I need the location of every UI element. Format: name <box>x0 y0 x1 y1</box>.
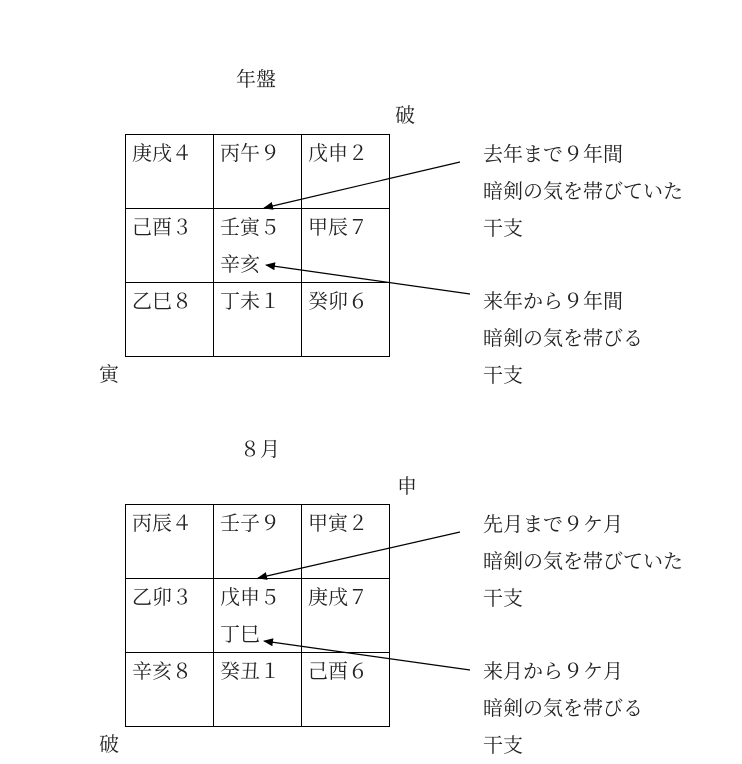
note-line: 暗剣の気を帯びていた <box>483 549 683 573</box>
note-line: 暗剣の気を帯びる <box>483 326 643 350</box>
cell-label: 丙辰４ <box>132 511 192 535</box>
cell-label: 壬子９ <box>220 511 280 535</box>
cell-label: 辛亥８ <box>132 659 192 683</box>
cell-label: 甲寅２ <box>308 511 368 535</box>
cell-label: 丁未１ <box>220 289 280 313</box>
note-line: 暗剣の気を帯びる <box>483 696 643 720</box>
arrow-lower <box>264 641 470 670</box>
note-line: 来年から９年間 <box>483 289 623 313</box>
note-line: 干支 <box>483 216 523 240</box>
note-line: 来月から９ケ月 <box>483 659 623 683</box>
cell-label: 乙卯３ <box>132 585 192 609</box>
cell-label: 戊申５ <box>220 585 280 609</box>
arrow-upper <box>264 162 460 208</box>
note-line: 干支 <box>483 586 523 610</box>
cell-label: 己酉３ <box>132 215 192 239</box>
cell-label: 丙午９ <box>220 141 280 165</box>
cell-label: 癸卯６ <box>308 289 368 313</box>
cell-label: 己酉６ <box>308 659 368 683</box>
cell-label: 甲辰７ <box>308 215 368 239</box>
panel-title: ８月 <box>240 437 280 461</box>
top-mark: 申 <box>397 474 417 498</box>
cell-label: 癸丑１ <box>220 659 280 683</box>
arrow-lower <box>266 265 470 294</box>
cell-label: 壬寅５ <box>220 215 280 239</box>
center-sub-label: 丁巳 <box>220 622 260 646</box>
center-sub-label: 辛亥 <box>220 252 260 276</box>
corner-mark: 寅 <box>99 362 119 386</box>
panel-title: 年盤 <box>236 67 276 91</box>
note-line: 干支 <box>483 733 523 757</box>
cell-label: 庚戌７ <box>308 585 368 609</box>
cell-label: 庚戌４ <box>132 141 192 165</box>
cell-label: 乙巳８ <box>132 289 192 313</box>
cell-label: 戊申２ <box>308 141 368 165</box>
note-line: 去年まで９年間 <box>483 142 623 166</box>
corner-mark: 破 <box>99 732 119 756</box>
arrow-upper <box>258 532 460 578</box>
note-line: 暗剣の気を帯びていた <box>483 179 683 203</box>
note-line: 先月まで９ケ月 <box>483 512 623 536</box>
top-mark: 破 <box>395 103 415 127</box>
note-line: 干支 <box>483 363 523 387</box>
